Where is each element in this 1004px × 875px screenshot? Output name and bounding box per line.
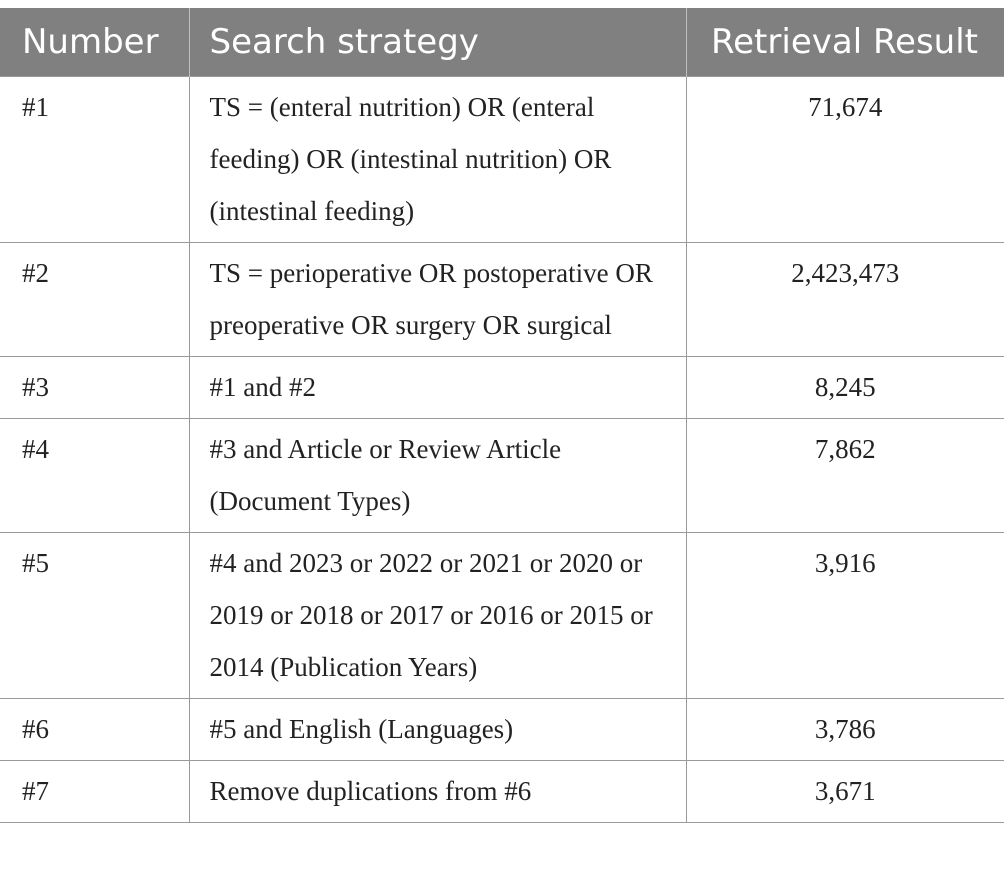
table-row <box>0 533 1004 699</box>
cell-number: #5 <box>0 533 189 699</box>
cell-strategy: #1 and #2 <box>189 357 686 419</box>
cell-strategy: Remove duplications from #6 <box>189 761 686 823</box>
cell-strategy: #3 and Article or Review Article (Document Types) <box>189 419 686 533</box>
table-row <box>0 243 1004 357</box>
cell-result: 2,423,473 <box>686 243 1004 357</box>
cell-number: #2 <box>0 243 189 357</box>
table-row <box>0 357 1004 419</box>
cell-number: #7 <box>0 761 189 823</box>
table-header <box>0 8 1004 77</box>
table-row <box>0 419 1004 533</box>
cell-result: 71,674 <box>686 77 1004 243</box>
table-row <box>0 77 1004 243</box>
cell-number: #1 <box>0 77 189 243</box>
header-search-strategy: Search strategy <box>189 8 686 77</box>
cell-result: 3,786 <box>686 699 1004 761</box>
cell-number: #4 <box>0 419 189 533</box>
cell-number: #6 <box>0 699 189 761</box>
search-strategy-table <box>0 8 1004 823</box>
cell-result: 3,671 <box>686 761 1004 823</box>
cell-strategy: TS = perioperative OR postoperative OR preoperative OR surgery OR surgical <box>189 243 686 357</box>
cell-number: #3 <box>0 357 189 419</box>
cell-result: 3,916 <box>686 533 1004 699</box>
cell-result: 8,245 <box>686 357 1004 419</box>
cell-strategy: #4 and 2023 or 2022 or 2021 or 2020 or 2019 or 2018 or 2017 or 2016 or 2015 or 2014 (Publication Years) <box>189 533 686 699</box>
cell-strategy: TS = (enteral nutrition) OR (enteral feeding) OR (intestinal nutrition) OR (intestinal feeding) <box>189 77 686 243</box>
cell-strategy: #5 and English (Languages) <box>189 699 686 761</box>
header-number: Number <box>0 8 189 77</box>
header-row <box>0 8 1004 77</box>
table-row <box>0 699 1004 761</box>
table-body <box>0 77 1004 823</box>
cell-result: 7,862 <box>686 419 1004 533</box>
header-retrieval-result: Retrieval Result <box>686 8 1004 77</box>
search-strategy-table-container <box>0 8 1004 823</box>
table-row <box>0 761 1004 823</box>
